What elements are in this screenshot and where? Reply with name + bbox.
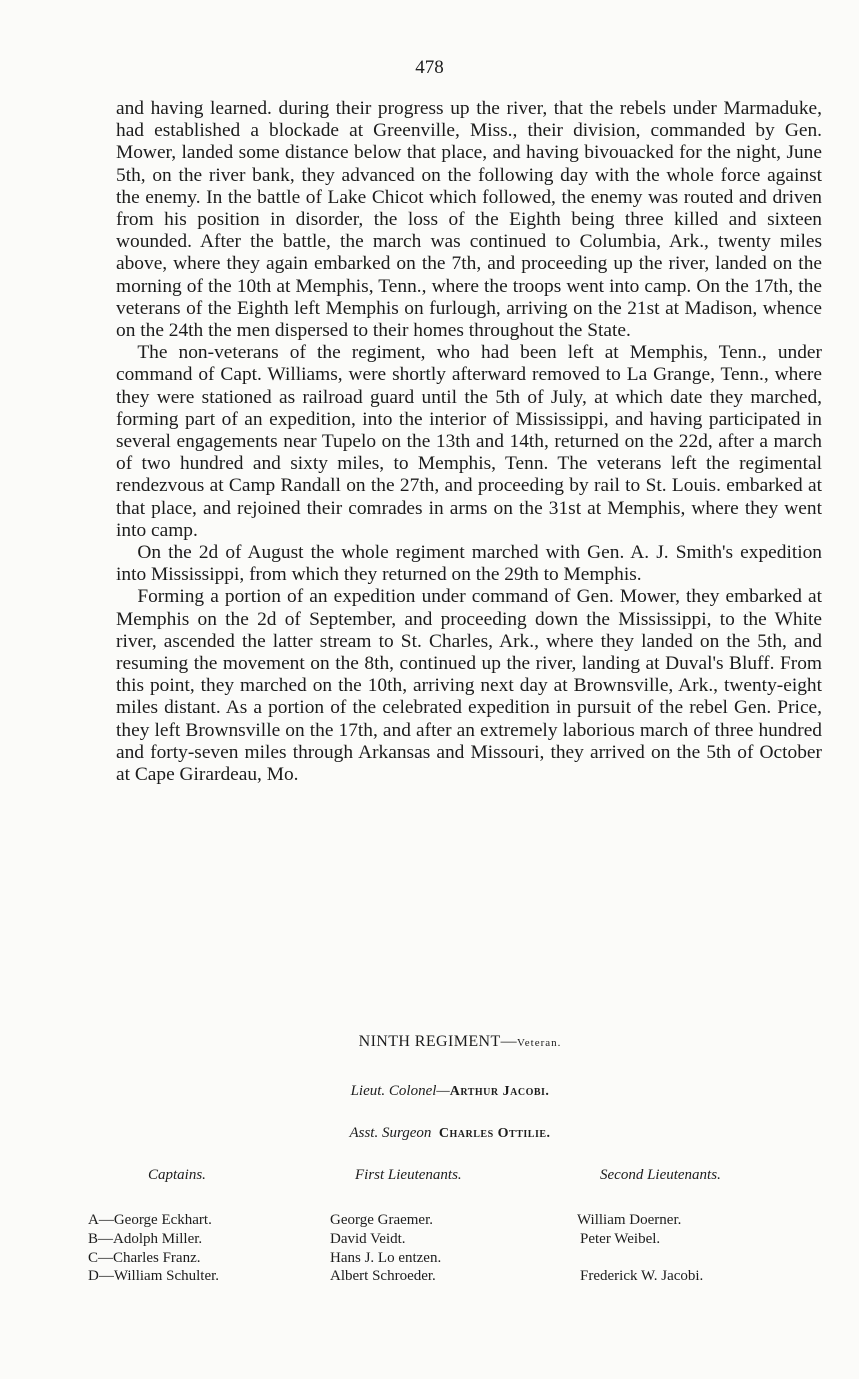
roster-entry: George Graemer.: [330, 1212, 434, 1228]
first-lieutenants-list: [330, 1211, 441, 1286]
roster-entry: Peter Weibel.: [580, 1230, 661, 1247]
roster-entry: Albert Schroeder.: [330, 1268, 436, 1285]
captains-list: [88, 1211, 219, 1286]
roster-entry: D—William Schulter.: [88, 1268, 220, 1285]
second-lieutenants-list: [577, 1211, 703, 1286]
paragraph: Forming a portion of an expedition under command of Gen. Mower, they embarked at Memphis on the 2d of September, and proceeding down the Mississippi, to the White river, ascended the latter stream to St. Charles, Ark., where they landed on the 5th, and resuming the movement on the 8th, continued up the river, landing at Duval's Bluff. From this point, they marched on the 10th, arriving next day at Brownsville, Ark., twenty-eight miles distant. As a portion of the celebrated expedition in pursuit of the rebel Gen. Price, they left Brownsville on the 17th, and after an extremely laborious march of three hundred and forty-seven miles through Arkansas and Missouri, they arrived on the 5th of October at Cape Girardeau, Mo.: [116, 586, 822, 786]
roster-entry: [577, 1249, 703, 1268]
second-lieutenants-heading: Second Lieutenants.: [600, 1167, 721, 1183]
paragraph: On the 2d of August the whole regiment marched with Gen. A. J. Smith's expedition into Mississippi, from which they returned on the 29th to Memphis.: [116, 542, 822, 586]
lt-colonel-line: [0, 1083, 859, 1100]
roster-entry: David Veidt.: [330, 1230, 406, 1247]
roster-entry: C—Charles Franz.: [88, 1249, 201, 1266]
body-text: [116, 98, 822, 786]
lt-colonel-role: Lieut. Colonel—: [350, 1083, 450, 1099]
page-number: 478: [415, 57, 444, 78]
roster-entry: B—Adolph Miller.: [88, 1230, 203, 1247]
paragraph: The non-veterans of the regiment, who had been left at Memphis, Tenn., under command of Capt. Williams, were shortly afterward removed to La Grange, Tenn., where they were stationed as railroad guard until the 5th of July, at which date they marched, forming part of an expedition, into the interior of Mississippi, and having participated in several engagements near Tupelo on the 13th and 14th, returned on the 22d, after a march of two hundred and sixty miles, to Memphis, Tenn. The veterans left the regimental rendezvous at Camp Randall on the 27th, and proceeding by rail to St. Louis. embarked at that place, and rejoined their comrades in arms on the 31st at Memphis, where they went into camp.: [116, 342, 822, 541]
roster-entry: William Doerner.: [577, 1212, 682, 1228]
surgeon-role: Asst. Surgeon: [349, 1125, 432, 1141]
lt-colonel-name: Arthur Jacobi.: [449, 1084, 550, 1099]
section-heading-title: NINTH REGIMENT—: [358, 1033, 518, 1050]
paragraph: and having learned. during their progress up the river, that the rebels under Marmaduke, had established a blockade at Greenville, Miss., their division, commanded by Gen. Mower, landed some distance below that place, and having bivouacked for the night, June 5th, on the river bank, they advanced on the following day with the whole force against the enemy. In the battle of Lake Chicot which followed, the enemy was routed and driven from his position in disorder, the loss of the Eighth being three killed and sixteen wounded. After the battle, the march was continued to Columbia, Ark., twenty miles above, where they again embarked on the 7th, and proceeding up the river, landed on the morning of the 10th at Memphis, Tenn., where the troops went into camp. On the 17th, the veterans of the Eighth left Memphis on furlough, arriving on the 21st at Madison, whence on the 24th the men dispersed to their homes throughout the State.: [116, 98, 822, 342]
section-heading-subtitle: Veteran.: [517, 1037, 562, 1049]
first-lieutenants-heading: First Lieutenants.: [355, 1167, 462, 1183]
roster-entry: Frederick W. Jacobi.: [580, 1268, 704, 1285]
surgeon-line: [0, 1125, 859, 1142]
roster-entry: Hans J. Lo entzen.: [330, 1249, 442, 1266]
captains-heading: Captains.: [148, 1167, 206, 1183]
section-heading: [0, 1033, 859, 1051]
roster-entry: A—George Eckhart.: [88, 1212, 212, 1228]
surgeon-name: Charles Ottilie.: [438, 1126, 551, 1141]
